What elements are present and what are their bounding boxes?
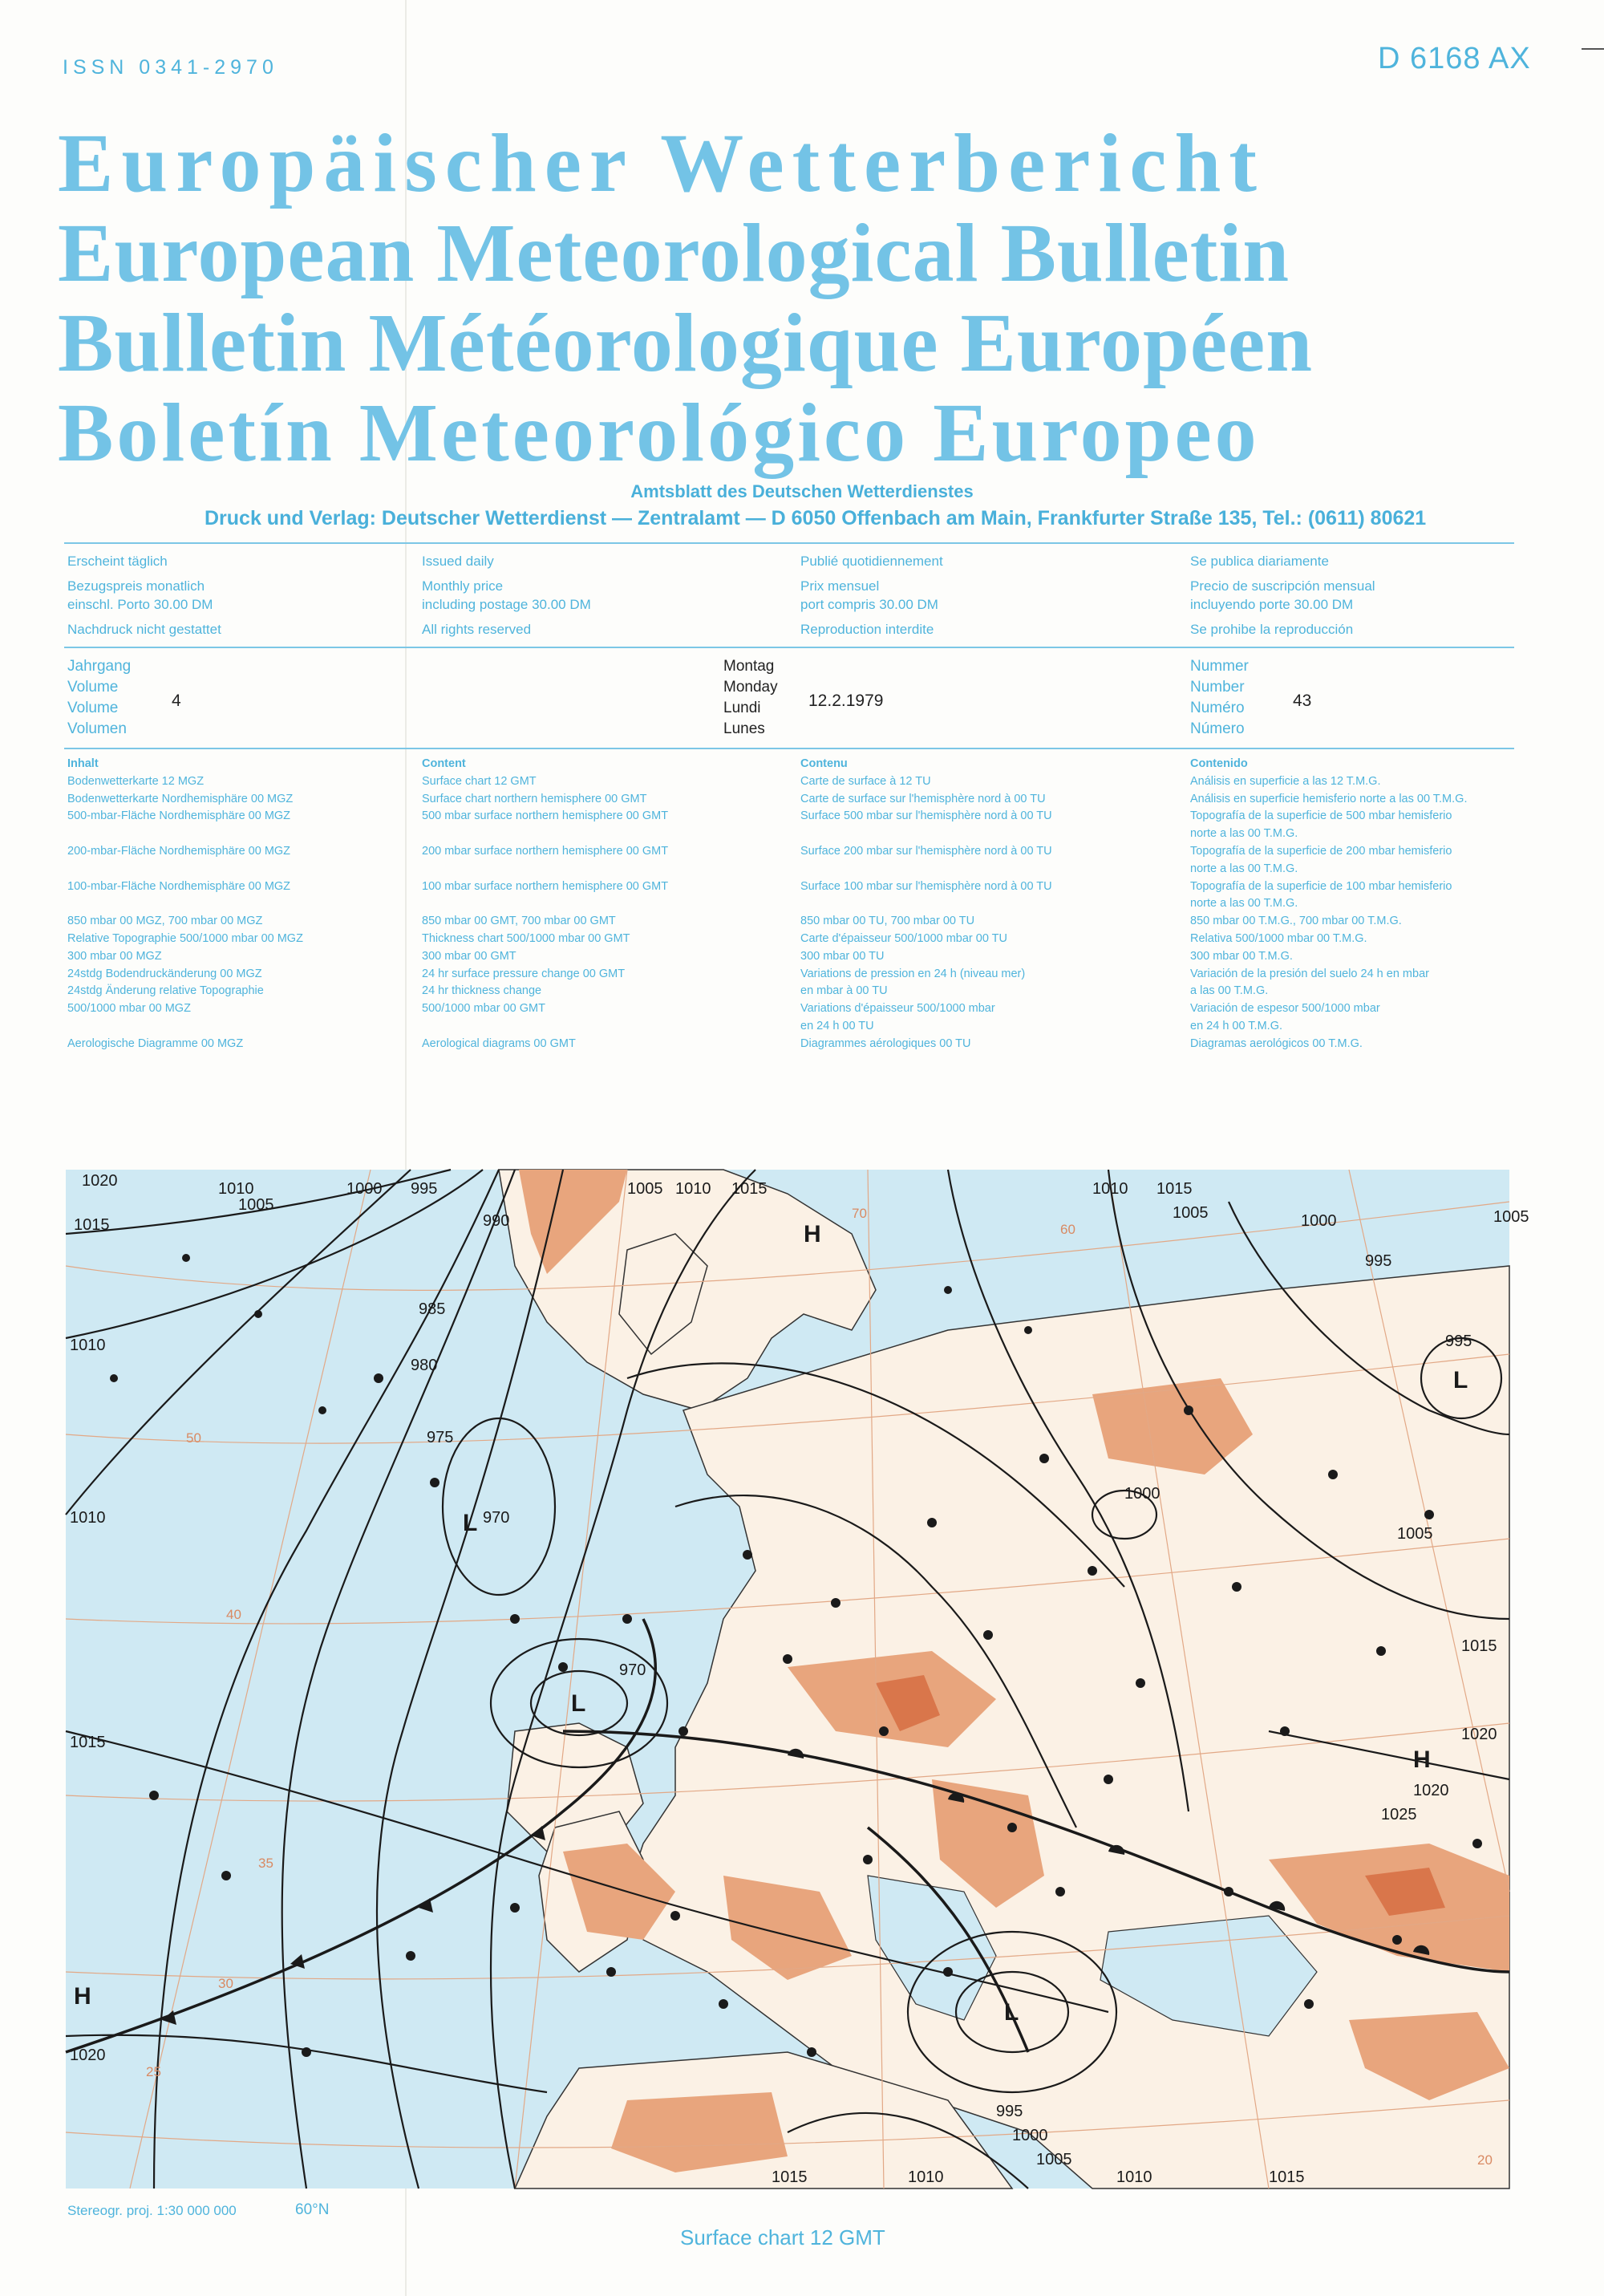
latitude-label: 70 — [852, 1206, 867, 1221]
weekday-labels: Montag Monday Lundi Lunes — [723, 658, 778, 737]
isobar-label: 1005 — [1493, 1208, 1529, 1226]
isobar-label: 1010 — [1116, 2168, 1152, 2186]
isobar-label: 995 — [1365, 1252, 1392, 1270]
contents-es: Contenido Análisis en superficie a las 12 T.M.G. Análisis en superficie hemisferio norte a las 00 T.M.G. Topografía de la superficie de 500 mbar hemisferio norte a las 00 T.M.G. Topografía de la superficie de 200 mbar hemisferio norte a las 00 T.M.G. Topografía de la superficie de 100 mbar hemisferio norte a las 00 T.M.G. 850 mbar 00 T.M.G., 700 mbar 00 T.M.G. Relativa 500/1000 mbar 00 T.M.G. 300 mbar 00 T.M.G. Variación de la presión del suelo 24 h en mbar a las 00 T.M.G. Variación de espesor 500/1000 mbar en 24 h 00 T.M.G. Diagramas aerológicos 00 T.M.G. — [1190, 757, 1468, 1050]
divider — [64, 748, 1514, 749]
isobar-label: 1020 — [1413, 1782, 1449, 1799]
publisher-line: Druck und Verlag: Deutscher Wetterdienst — Zentralamt — D 6050 Offenbach am Main, Frankfurter Straße 135, Tel.: (0611) 80621 — [205, 507, 1427, 529]
isobar-label: 1015 — [70, 1734, 106, 1751]
isobar-label: 1010 — [218, 1180, 254, 1198]
isobar-label: 1010 — [908, 2168, 944, 2186]
issue-date: 12.2.1979 — [808, 692, 884, 710]
isobar-label: 1005 — [627, 1180, 663, 1198]
isobar-label: 1010 — [675, 1180, 711, 1198]
high-centre-label: H — [804, 1221, 821, 1247]
isobar-label: 975 — [427, 1429, 454, 1446]
volume-labels: Jahrgang Volume Volume Volumen — [67, 658, 132, 737]
latitude-label: 60 — [1060, 1222, 1075, 1237]
map-canvas — [66, 1170, 1529, 2189]
isobar-label: 1000 — [1012, 2127, 1048, 2144]
low-centre-label: L — [463, 1510, 478, 1536]
isobar-label: 1020 — [1461, 1726, 1497, 1743]
isobar-label: 1005 — [1397, 1525, 1433, 1543]
edge-mark — [1582, 48, 1604, 50]
isobar-label: 1005 — [1036, 2151, 1072, 2168]
official-gazette-line: Amtsblatt des Deutschen Wetterdienstes — [630, 481, 974, 501]
isobar-label: 995 — [1445, 1333, 1472, 1350]
isobar-label: 995 — [411, 1180, 438, 1198]
isobar-label: 1005 — [238, 1196, 274, 1214]
latitude-label: 30 — [218, 1976, 233, 1991]
latitude-label: 35 — [258, 1856, 273, 1871]
issue-number: 43 — [1293, 692, 1312, 710]
low-centre-label: L — [571, 1690, 586, 1717]
surface-weather-map — [66, 1170, 1529, 2189]
isobar-label: 1020 — [70, 2047, 106, 2064]
title-block — [58, 119, 1517, 478]
contents-de: Inhalt Bodenwetterkarte 12 MGZ Bodenwetterkarte Nordhemisphäre 00 MGZ 500-mbar-Fläche Nordhemisphäre 00 MGZ 200-mbar-Fläche Nordhemisphäre 00 MGZ 100-mbar-Fläche Nordhemisphäre 00 MGZ 850 mbar 00 MGZ, 700 mbar 00 MGZ Relative Topographie 500/1000 mbar 00 MGZ 300 mbar 00 MGZ 24stdg Bodendruckänderung 00 MGZ 24stdg Änderung relative Topographie 500/1000 mbar 00 MGZ Aerologische Diagramme 00 MGZ — [67, 757, 303, 1050]
isobar-label: 1025 — [1381, 1806, 1417, 1823]
latitude-label: 25 — [146, 2064, 161, 2079]
title-english: European Meteorological Bulletin — [58, 207, 1290, 299]
isobar-label: 1015 — [1269, 2168, 1305, 2186]
isobar-label: 1010 — [1092, 1180, 1128, 1198]
subscription-es: Se publica diariamente Precio de suscripción mensual incluyendo porte 30.00 DM Se prohibe la reproducción — [1190, 554, 1375, 637]
land-areas — [499, 1170, 1509, 2189]
high-centre-label: H — [74, 1983, 91, 2010]
number-labels: Nummer Number Numéro Número — [1190, 658, 1249, 737]
subscription-en: Issued daily Monthly price including postage 30.00 DM All rights reserved — [422, 554, 591, 637]
title-spanish: Boletín Meteorológico Europeo — [58, 387, 1260, 479]
reference-latitude: 60°N — [295, 2201, 330, 2218]
isobar-label: 1000 — [1124, 1485, 1160, 1503]
contents-fr: Contenu Carte de surface à 12 TU Carte de surface sur l'hemisphère nord à 00 TU Surface 500 mbar sur l'hemisphère nord à 00 TU Surface 200 mbar sur l'hemisphère nord à 00 TU Surface 100 mbar sur l'hemisphère nord à 00 TU 850 mbar 00 TU, 700 mbar 00 TU Carte d'épaisseur 500/1000 mbar 00 TU 300 mbar 00 TU Variations de pression en 24 h (niveau mer) en mbar à 00 TU Variations d'épaisseur 500/1000 mbar en 24 h 00 TU Diagrammes aérologiques 00 TU — [800, 757, 1052, 1050]
high-centre-label: H — [1413, 1746, 1431, 1773]
subscription-fr: Publié quotidiennement Prix mensuel port compris 30.00 DM Reproduction interdite — [800, 554, 943, 637]
isobar-label: 995 — [996, 2103, 1023, 2120]
isobar-label: 985 — [419, 1300, 446, 1318]
latitude-label: 20 — [1477, 2152, 1493, 2168]
isobar-label: 1020 — [82, 1172, 118, 1190]
isobar-label: 1000 — [346, 1180, 383, 1198]
subscription-de: Erscheint täglich Bezugspreis monatlich einschl. Porto 30.00 DM Nachdruck nicht gestattet — [67, 554, 221, 637]
map-caption: Surface chart 12 GMT — [680, 2225, 885, 2249]
isobar-label: 980 — [411, 1357, 438, 1374]
isobar-label: 1010 — [70, 1337, 106, 1354]
projection-note: Stereogr. proj. 1:30 000 000 — [67, 2203, 237, 2218]
isobar-label: 1005 — [1173, 1204, 1209, 1222]
low-centre-label: L — [1004, 1999, 1019, 2026]
isobar-label: 970 — [619, 1661, 646, 1679]
latitude-label: 50 — [186, 1430, 201, 1446]
isobar-label: 1015 — [731, 1180, 768, 1198]
isobar-label: 1015 — [772, 2168, 808, 2186]
isobar-label: 990 — [483, 1212, 510, 1230]
latitude-label: 40 — [226, 1607, 241, 1622]
isobar-label: 1015 — [1156, 1180, 1193, 1198]
divider — [64, 647, 1514, 648]
isobar-label: 1010 — [70, 1509, 106, 1527]
isobar-label: 1000 — [1301, 1212, 1337, 1230]
low-centre-label: L — [1453, 1367, 1468, 1393]
title-french: Bulletin Météorologique Européen — [58, 297, 1314, 389]
isobar-label: 1015 — [1461, 1637, 1497, 1655]
divider — [64, 542, 1514, 544]
isobar-label: 970 — [483, 1509, 510, 1527]
title-german: Europäischer Wetterbericht — [58, 117, 1265, 209]
publication-code: D 6168 AX — [1378, 42, 1531, 75]
contents-en: Content Surface chart 12 GMT Surface chart northern hemisphere 00 GMT 500 mbar surface northern hemisphere 00 GMT 200 mbar surface northern hemisphere 00 GMT 100 mbar surface northern hemisphere 00 GMT 850 mbar 00 GMT, 700 mbar 00 GMT Thickness chart 500/1000 mbar 00 GMT 300 mbar 00 GMT 24 hr surface pressure change 00 GMT 24 hr thickness change 500/1000 mbar 00 GMT Aerological diagrams 00 GMT — [422, 757, 669, 1050]
issn-number: ISSN 0341-2970 — [63, 56, 278, 79]
isobar-label: 1015 — [74, 1216, 110, 1234]
volume-value: 4 — [172, 692, 181, 710]
